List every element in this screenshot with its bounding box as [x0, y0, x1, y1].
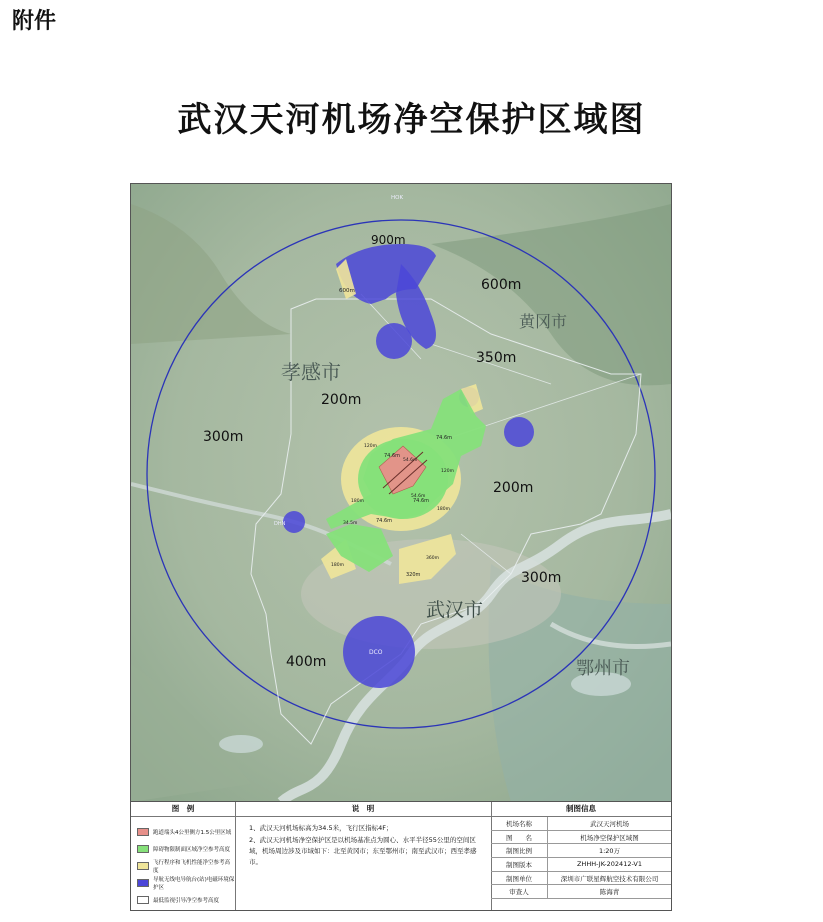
zone-label: 320m: [406, 572, 421, 578]
legend-panel: [130, 801, 672, 911]
info-value: 武汉天河机场: [548, 817, 672, 830]
info-value: 1:20万: [548, 844, 672, 858]
info-value: ZHHH-JK-202412-V1: [548, 858, 672, 872]
zone-label: 180m: [331, 563, 344, 568]
info-row: [491, 871, 671, 885]
map-view[interactable]: [130, 183, 672, 803]
info-row: [491, 817, 671, 830]
zone-label: 74.6m: [413, 498, 430, 504]
info-row: [491, 830, 671, 844]
info-key: 图 名: [491, 830, 548, 844]
height-label: 300m: [203, 429, 244, 445]
city-label-ezhou: 鄂州市: [576, 658, 630, 679]
info-key: 制图单位: [491, 871, 548, 885]
zone-label: 120m: [441, 469, 454, 474]
city-label-huanggang: 黄冈市: [519, 312, 568, 331]
city-label-wuhan: 武汉市: [426, 599, 484, 621]
note-item: 2、武汉天河机场净空保护区是以机场基准点为圆心、水平半径55公里的空间区域，机场周边涉及市域如下：北至黄冈市；东至鄂州市；南至武汉市；西至孝感市。: [249, 836, 477, 866]
zone-label: 360m: [426, 556, 439, 561]
legend-item: [131, 840, 235, 857]
info-header: 制图信息: [491, 802, 671, 817]
navaid-label: DCO: [369, 649, 383, 656]
info-column: [491, 802, 671, 910]
navaid-label: HOK: [391, 195, 404, 201]
navaid-circle-east: [504, 417, 534, 447]
legend-swatch: [137, 845, 149, 853]
zone-label: 74.6m: [376, 518, 393, 524]
info-value: 机场净空保护区域图: [548, 830, 672, 844]
notes-header: 说 明: [235, 802, 491, 817]
info-row: [491, 858, 671, 872]
info-key: 制图比例: [491, 844, 548, 858]
notes-column: [235, 802, 492, 910]
info-key: 制图版本: [491, 858, 548, 872]
info-key: 机场名称: [491, 817, 548, 830]
height-label: 200m: [493, 480, 534, 496]
legend-item-label: 障碍物限制面区域净空参考高度: [153, 846, 231, 853]
height-label: 350m: [476, 350, 517, 366]
info-row: [491, 885, 671, 899]
height-label: 600m: [481, 277, 522, 293]
legend-item-label: 导航无线电导航台(站)电磁环境保护区: [153, 876, 235, 891]
height-label: 400m: [286, 654, 327, 670]
navaid-dhn: [283, 511, 305, 533]
zone-label: 180m: [351, 499, 364, 504]
legend-item-label: 飞行程序和飞机性能净空参考高度: [153, 859, 231, 874]
zone-label: 34.5m: [343, 521, 358, 526]
legend-item: [131, 874, 235, 891]
legend-swatch: [137, 879, 149, 887]
info-value: 深圳市广联星辉航空技术有限公司: [548, 871, 672, 885]
zone-label: 74.6m: [436, 435, 453, 441]
map-canvas: [131, 184, 671, 802]
zone-label: 74.6m: [384, 453, 401, 459]
height-label: 900m: [371, 233, 406, 247]
legend-swatch: [137, 896, 149, 904]
legend-item-label: 跑道端头4公里侧方1.5公里区域: [153, 829, 232, 836]
attachment-label: 附件: [12, 9, 57, 34]
legend-item: [131, 823, 235, 840]
note-item: 1、武汉天河机场标高为34.5米，飞行区指标4F；: [249, 824, 393, 832]
zone-label: 180m: [437, 507, 450, 512]
height-label: 300m: [521, 570, 562, 586]
zone-label: 600m: [339, 288, 355, 294]
legend-swatch: [137, 862, 149, 870]
info-key: 审查人: [491, 885, 548, 899]
zone-label: 120m: [364, 444, 377, 449]
zone-label: 54.6m: [403, 458, 418, 463]
legend-item: [131, 857, 235, 874]
info-table: [491, 817, 671, 899]
legend-swatch: [137, 828, 149, 836]
legend-header: 图 例: [131, 802, 235, 817]
lake: [219, 735, 263, 753]
legend-item: [131, 891, 235, 908]
notes-list: [235, 817, 491, 868]
legend-item-label: 最低监视引导净空参考高度: [153, 897, 220, 904]
city-label-xiaogan: 孝感市: [281, 360, 341, 384]
height-label: 200m: [321, 392, 362, 408]
info-row: [491, 844, 671, 858]
page-title: 武汉天河机场净空保护区域图: [177, 100, 646, 140]
navaid-label: DHN: [274, 521, 286, 527]
info-value: 陈海青: [548, 885, 672, 899]
legend-list: [131, 817, 235, 908]
legend-column: [131, 802, 236, 910]
zone-label: 54.6m: [411, 494, 426, 499]
navaid-circle-north: [376, 323, 412, 359]
